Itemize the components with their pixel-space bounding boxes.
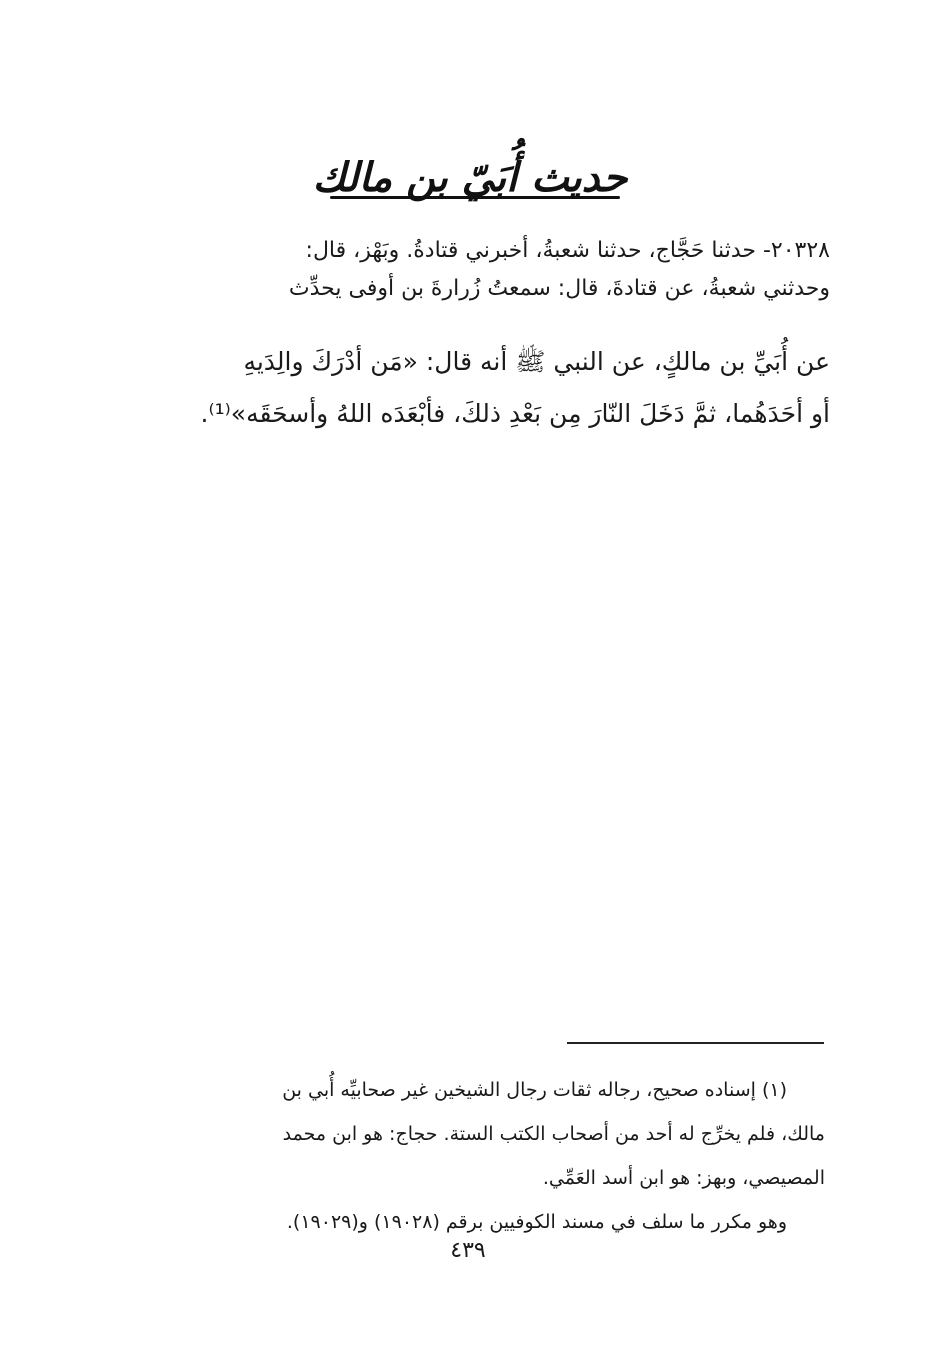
chapter-heading: حديث أُبَيّ بن مالك [312, 155, 628, 201]
footnote-line: (١) إسناده صحيح، رجاله ثقات رجال الشيخين غير صحابيِّه أُبي بن [282, 1079, 787, 1101]
footnote-line: وهو مكرر ما سلف في مسند الكوفيين برقم (١٩٠٢٨) و(١٩٠٢٩). [286, 1211, 787, 1233]
hadith-matn [120, 336, 830, 440]
isnad-line: وحدثني شعبةُ، عن قتادةَ، قال: سمعتُ زُرارةَ بن أوفى يحدِّث [288, 276, 830, 301]
heading-flourish [330, 196, 620, 199]
hadith-isnad [120, 232, 830, 308]
footnotes [120, 1068, 825, 1244]
footnote-line: مالك، فلم يخرِّج له أحد من أصحاب الكتب الستة. حجاج: هو ابن محمد [282, 1123, 825, 1145]
footnote-divider [567, 1042, 824, 1044]
footnote-line: المصيصي، وبهز: هو ابن أسد العَمِّي. [542, 1167, 825, 1189]
matn-line: أو أحَدَهُما، ثمَّ دَخَلَ النّارَ مِن بَعْدِ ذلكَ، فأبْعَدَه اللهُ وأسحَقَه»⁽¹⁾. [200, 399, 830, 428]
matn-line: عن أُبَيِّ بن مالكٍ، عن النبي ﷺ أنه قال: «مَن أدْرَكَ والِدَيهِ [243, 347, 830, 376]
page-number: ٤٣٩ [450, 1238, 486, 1263]
isnad-line: ٢٠٣٢٨- حدثنا حَجَّاج، حدثنا شعبةُ، أخبرني قتادةُ. وبَهْز، قال: [305, 238, 830, 263]
